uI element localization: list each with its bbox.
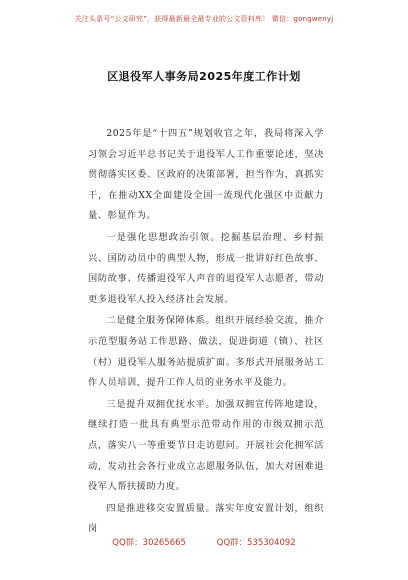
paragraph-intro: 2025年是“十四五”规划收官之年，我局将深入学习领会习近平总书记关于退役军人工作重要论述，坚决贯彻落实区委、区政府的决策部署，担当作为，真抓实干，在推动XX全面建设全国一流现代化强区中贡献力量、彰显作为。 bbox=[88, 128, 324, 222]
footer-qq-group-1: QQ群：30265665 bbox=[112, 538, 186, 548]
page-title: 区退役军人事务局2025年度工作计划 bbox=[107, 70, 301, 83]
footer-contact bbox=[0, 536, 408, 548]
paragraph-point-1: 一是强化思想政治引领。挖掘基层治理、乡村振兴、国防动员中的典型人物，形成一批讲好红色故事、国防故事、传播退役军人声音的退役军人志愿者，带动更多退役军人投入经济社会发展。 bbox=[88, 231, 324, 305]
document-body bbox=[88, 124, 324, 541]
footer-qq-group-2: QQ群：535304092 bbox=[216, 538, 296, 548]
paragraph-point-3: 三是提升双拥优抚水平。加强双拥宣传阵地建设，继续打造一批具有典型示范带动作用的市级双拥示范点，落实八一等重要节日走访慰问。开展社会化拥军活动，发动社会各行业成立志愿服务队伍，加大对困难退役军人帮扶援助力度。 bbox=[88, 398, 324, 493]
paragraph-point-4: 四是推进移交安置质量。落实年度安置计划，组织岗 bbox=[88, 502, 324, 535]
paragraph-point-2: 二是健全服务保障体系。组织开展经验交流，推介示范型服务站工作思路、做法，促进街道（镇）、社区（村）退役军人服务站提质扩面。多形式开展服务站工作人员培训，提升工作人员的业务水平及能力。 bbox=[88, 315, 324, 389]
header-banner: 关注头条号“公文研究”，获得最新最全最专业的公文资料库！ 微信：gongwenyj bbox=[74, 15, 334, 23]
